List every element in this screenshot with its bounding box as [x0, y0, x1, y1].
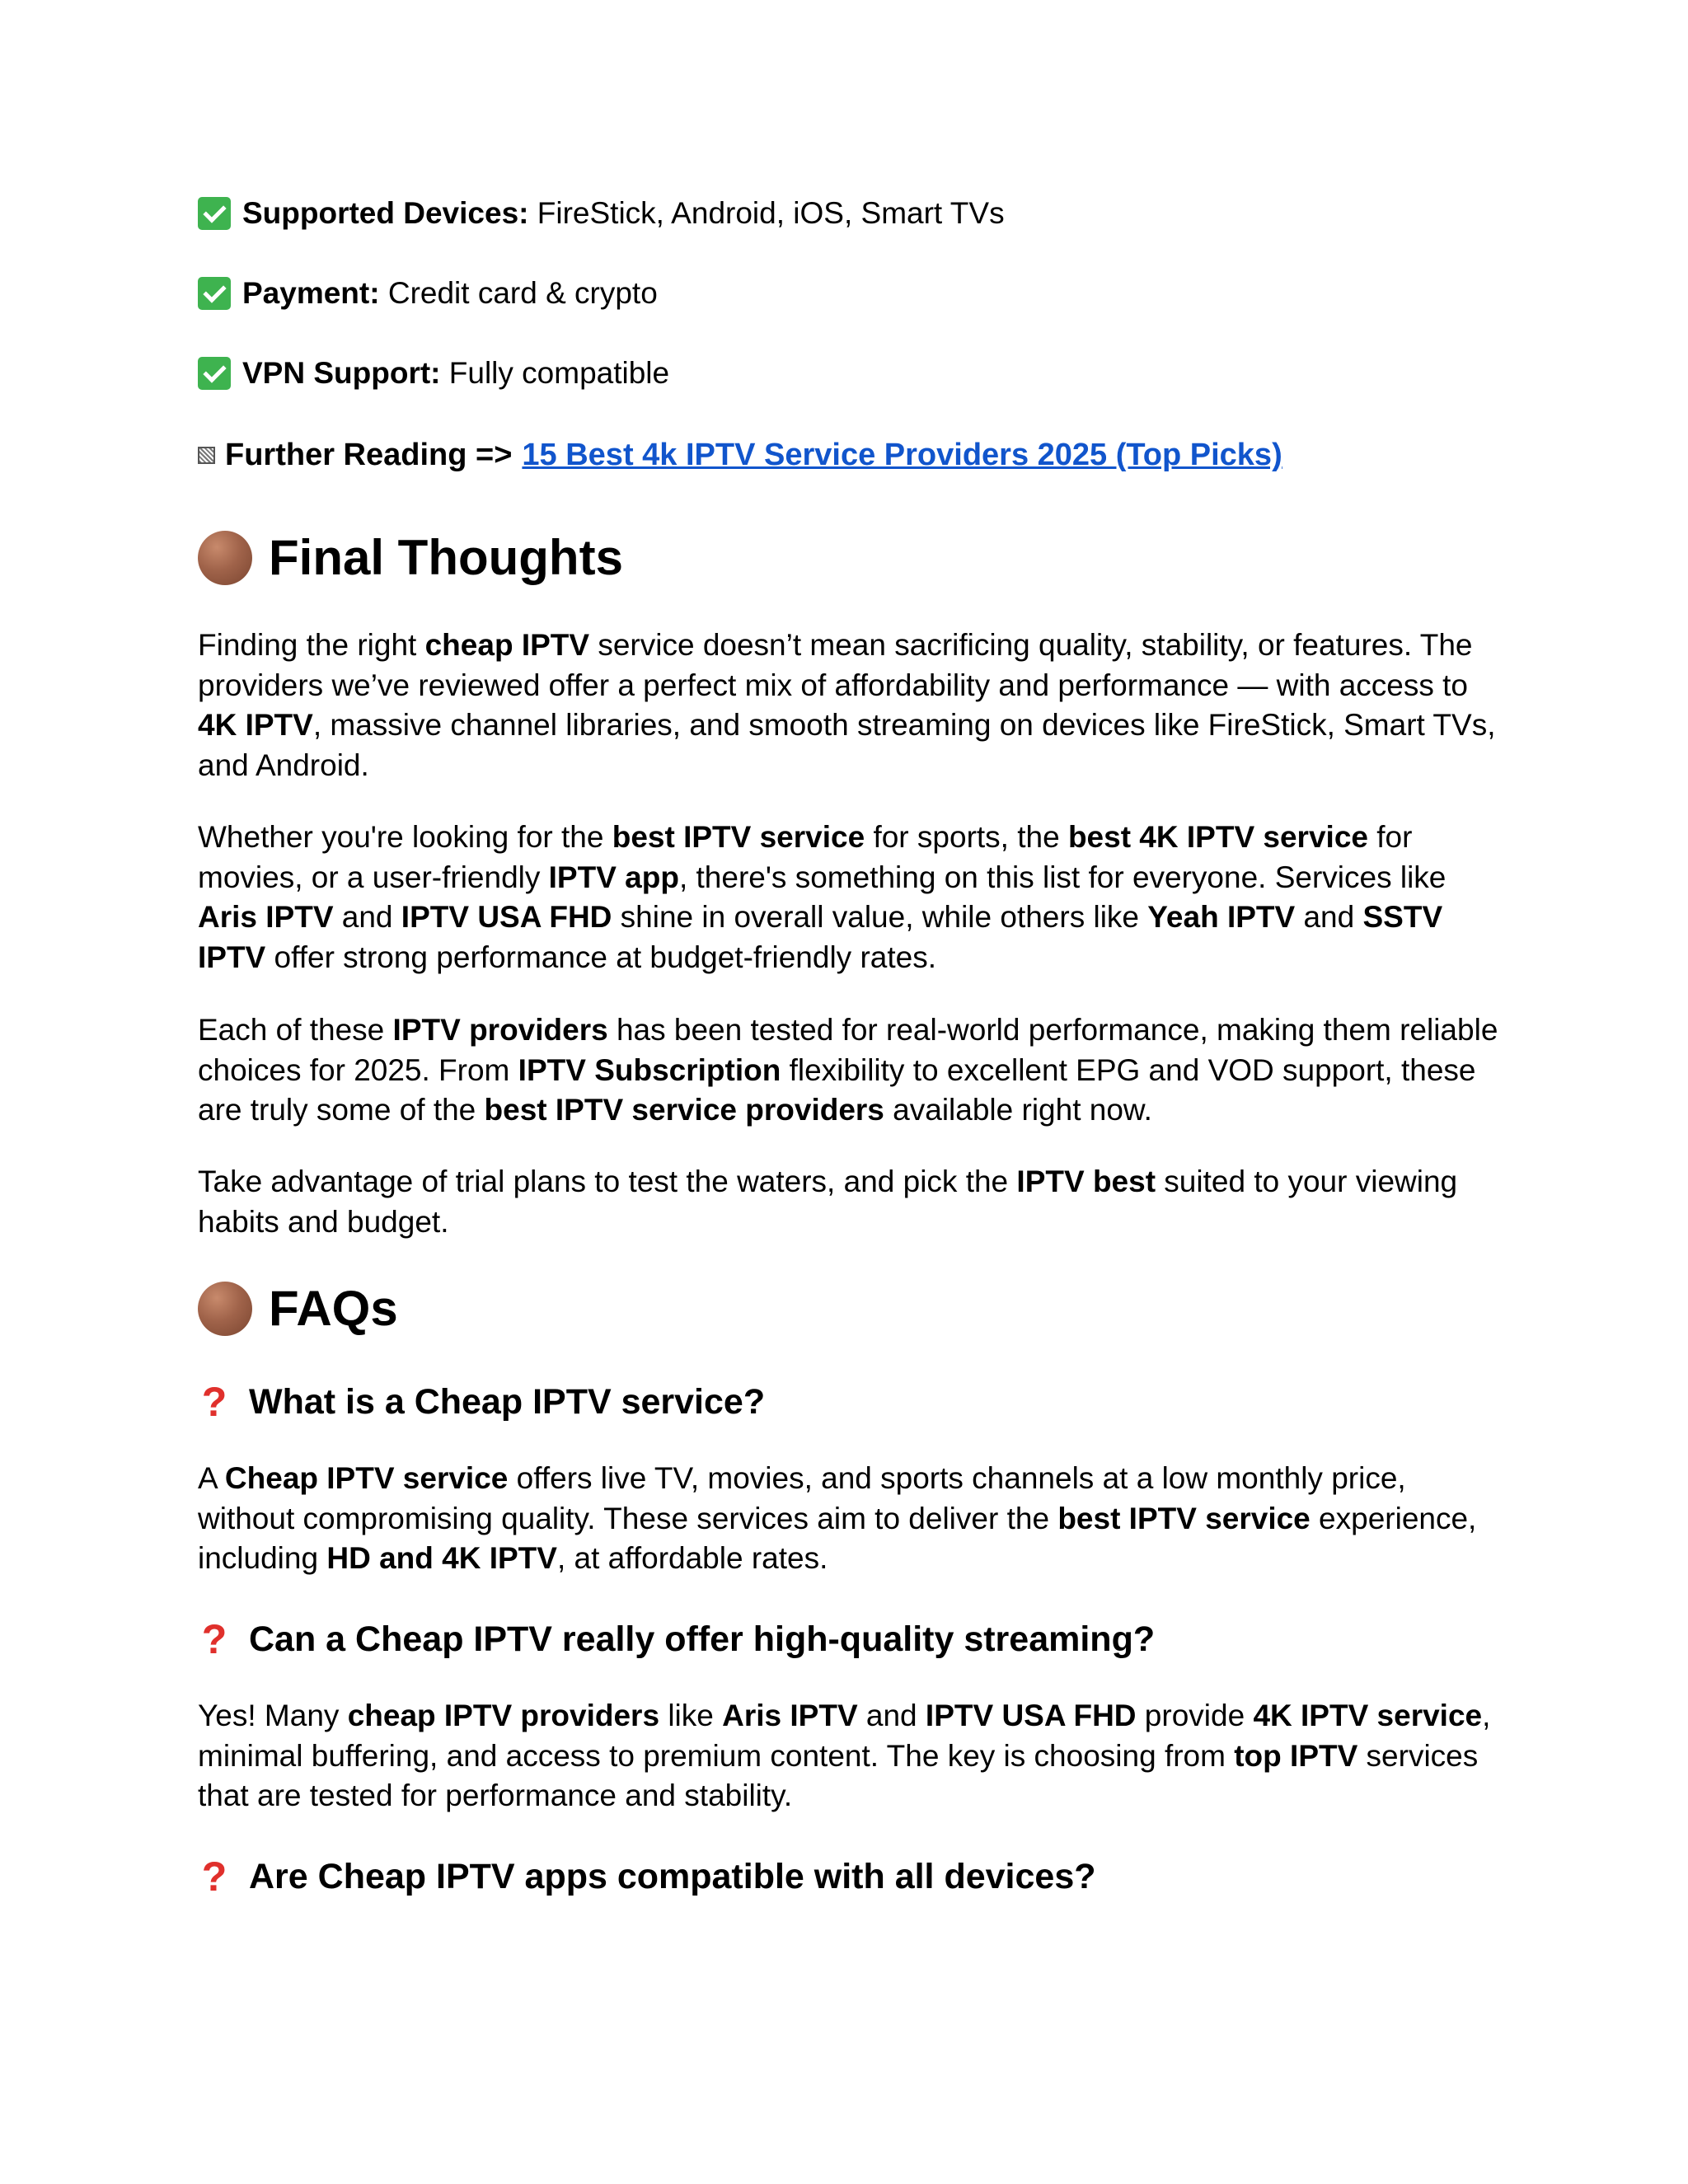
- bold-text: best IPTV service: [612, 820, 865, 854]
- bold-text: IPTV Subscription: [518, 1052, 781, 1087]
- text-run: has been tested for real-world performance, making them reliable choices for 2025. From: [198, 1013, 1498, 1087]
- bold-text: Aris IPTV: [722, 1699, 858, 1732]
- bold-text: IPTV USA FHD: [925, 1699, 1137, 1732]
- text-run: and: [1295, 900, 1363, 934]
- text-run: and: [857, 1699, 926, 1732]
- bold-text: IPTV best: [1016, 1165, 1156, 1198]
- question-mark-icon: ?: [201, 1379, 227, 1425]
- text-run: available right now.: [884, 1093, 1152, 1127]
- text-run: for movies, or a user-friendly: [198, 820, 1413, 894]
- text-run: Whether you're looking for the: [198, 820, 612, 854]
- text-run: Take advantage of trial plans to test the waters, and pick the: [198, 1165, 1017, 1198]
- bold-text: IPTV app: [548, 860, 679, 894]
- text-run: experience, including: [198, 1501, 1477, 1575]
- text-run: A: [198, 1461, 225, 1495]
- further-reading: [198, 435, 1282, 475]
- faq-question-1: [198, 1380, 765, 1424]
- feature-value: Credit card & crypto: [387, 276, 658, 310]
- final-thoughts-paragraph-3: [198, 1010, 1500, 1131]
- check-mark-icon: [198, 357, 231, 390]
- text-run: services that are tested for performance and stability.: [198, 1738, 1479, 1812]
- faq-answer-1: [198, 1459, 1500, 1579]
- feature-vpn-support: [198, 354, 669, 392]
- bold-text: HD and 4K IPTV: [326, 1541, 557, 1575]
- bold-text: SSTV IPTV: [198, 900, 1443, 974]
- text-run: for sports, the: [865, 820, 1068, 854]
- hatched-square-icon: [198, 447, 215, 464]
- question-text: Are Cheap IPTV apps compatible with all devices?: [249, 1857, 1096, 1896]
- bold-text: best 4K IPTV service: [1067, 820, 1368, 854]
- text-run: , massive channel libraries, and smooth streaming on devices like FireStick, Smart TVs, and Android.: [198, 708, 1496, 782]
- text-run: flexibility to excellent EPG and VOD support, these are truly some of the: [198, 1052, 1476, 1127]
- text-run: like: [659, 1699, 723, 1732]
- final-thoughts-heading: [198, 528, 623, 588]
- question-mark-icon: ?: [201, 1616, 227, 1662]
- text-run: shine in overall value, while others like: [612, 900, 1148, 934]
- faq-question-2: [198, 1617, 1155, 1661]
- text-run: and: [333, 900, 401, 934]
- further-reading-link[interactable]: 15 Best 4k IPTV Service Providers 2025 (Top Picks): [522, 438, 1282, 472]
- feature-value: FireStick, Android, iOS, Smart TVs: [537, 196, 1005, 230]
- bold-text: best IPTV service providers: [484, 1093, 884, 1127]
- feature-payment: [198, 274, 658, 312]
- feature-label: Payment:: [242, 276, 380, 310]
- question-mark-icon: ?: [201, 1854, 227, 1900]
- heading-text: Final Thoughts: [269, 530, 623, 585]
- brown-circle-icon: [198, 1282, 252, 1336]
- text-run: offers live TV, movies, and sports channels at a low monthly price, without compromising quality. These services aim to deliver the: [198, 1461, 1406, 1535]
- feature-label: Supported Devices:: [242, 196, 529, 230]
- text-run: Yes! Many: [198, 1699, 348, 1732]
- faq-question-3: [198, 1854, 1096, 1899]
- bold-text: top IPTV: [1234, 1738, 1358, 1773]
- text-run: , there's something on this list for everyone. Services like: [678, 860, 1447, 894]
- question-text: What is a Cheap IPTV service?: [249, 1382, 766, 1422]
- bold-text: 4K IPTV: [198, 708, 313, 742]
- text-run: , minimal buffering, and access to premium content. The key is choosing from: [198, 1699, 1491, 1773]
- check-mark-icon: [198, 197, 231, 230]
- final-thoughts-paragraph-4: [198, 1162, 1500, 1242]
- question-text: Can a Cheap IPTV really offer high-quality streaming?: [249, 1619, 1156, 1659]
- text-run: , at affordable rates.: [556, 1541, 828, 1575]
- bold-text: cheap IPTV providers: [347, 1699, 660, 1732]
- bold-text: cheap IPTV: [424, 628, 590, 662]
- further-reading-label: Further Reading =>: [225, 438, 513, 472]
- bold-text: Aris IPTV: [198, 900, 334, 934]
- bold-text: IPTV providers: [392, 1013, 608, 1047]
- final-thoughts-paragraph-1: [198, 626, 1500, 785]
- text-run: service doesn’t mean sacrificing quality, stability, or features. The providers we’ve reviewed offer a perfect mix of affordability and performance — with access to: [198, 628, 1473, 702]
- heading-text: FAQs: [269, 1281, 398, 1336]
- bold-text: 4K IPTV service: [1253, 1699, 1483, 1732]
- text-run: provide: [1136, 1699, 1254, 1732]
- text-run: suited to your viewing habits and budget.: [198, 1165, 1458, 1239]
- text-run: Finding the right: [198, 628, 425, 662]
- text-run: offer strong performance at budget-friendly rates.: [265, 940, 936, 974]
- bold-text: Cheap IPTV service: [224, 1461, 509, 1495]
- faqs-heading: [198, 1279, 398, 1338]
- feature-supported-devices: [198, 194, 1005, 232]
- feature-label: VPN Support:: [242, 356, 441, 390]
- bold-text: IPTV USA FHD: [401, 900, 612, 934]
- feature-value: Fully compatible: [448, 356, 670, 390]
- check-mark-icon: [198, 277, 231, 310]
- faq-answer-2: [198, 1696, 1500, 1816]
- final-thoughts-paragraph-2: [198, 818, 1500, 977]
- bold-text: Yeah IPTV: [1147, 900, 1296, 934]
- brown-circle-icon: [198, 531, 252, 585]
- bold-text: best IPTV service: [1057, 1501, 1311, 1535]
- text-run: Each of these: [198, 1013, 393, 1047]
